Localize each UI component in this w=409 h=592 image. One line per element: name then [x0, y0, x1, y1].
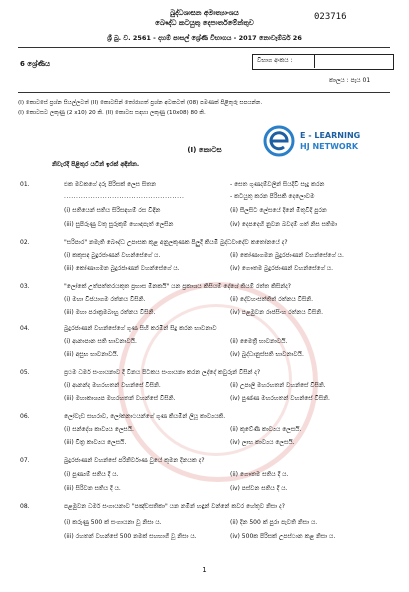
serial-number: 023716: [314, 12, 347, 22]
instruction-1: (I) කොටසේ ප්‍රශ්න සියල්ලටත් (II) කොටසින් තෝරාගත් ප්‍රශ්න අටකටත් (08) පමණක් පිළිතුරු සපයන්න.: [18, 100, 263, 106]
option[interactable]: (iv) බුද්ධානුස්සති භාවනාවයි.: [230, 351, 304, 358]
question-text: "සරිපාර" නමැති බෞද්ධ උපාසක කුළ අනුලකුණක පිලුදී කියමි බුද්ධවාදේව කතෝනයේ ද?: [64, 239, 288, 246]
question-text: පළමුවන ධර්ම සංගායනාව "පඤ්චසතිකා" යන නමින් හඳුන් වන්නේ කවර හේතුව නිසා ද?: [64, 503, 285, 510]
question-text: බුදුරජාණන් වහන්සේගේ ගුණ සිහි කරමින් සිදු කරන භාවනාව: [64, 325, 217, 332]
option[interactable]: (iii) මහාකාශ්‍යප මහරහතන් වහන්සේ විසිනි.: [64, 395, 176, 402]
index-number-label: විභාග අංකය :: [257, 57, 293, 64]
question-number: 08.: [20, 503, 30, 510]
instruction-2: (I) කොටසට ලකුණු (2 x10) 20 කි. (II) කොටස සඳහා ලකුණු (10x08) 80 කි.: [18, 110, 206, 116]
divider: [18, 92, 390, 93]
ministry-title: බුද්ධශාසන අමාත්‍යාංශය: [170, 9, 239, 17]
option[interactable]: (iii) රහතන් වහන්සේ 500 නමක් සහභාගී වූ නිසා ය.: [64, 533, 197, 540]
page-number: 1: [202, 566, 207, 574]
question-number: 01.: [20, 181, 30, 188]
question-text: - කටයුතු කරන පිරිසකි දෙලොවම: [230, 193, 315, 200]
option[interactable]: (ii) ගෞතම සතිය දී ය.: [230, 471, 289, 478]
option[interactable]: (i) පුණ්‍යම් සතිය දී ය.: [64, 471, 119, 478]
question-text: ප්‍රථම ධර්ම සංගායනාව දී විනය පිටකය සංගායනා කරන ලද්දේ කවුරුන් විසින් ද?: [64, 369, 261, 376]
option[interactable]: (iv) 500ක පිරිසක් උපස්ථාන කළ නිසා ය.: [230, 533, 336, 540]
grade-label: 6 ශ්‍රේණිය: [20, 60, 50, 68]
blank-line: ..................................................: [64, 193, 185, 200]
question-number: 07.: [20, 457, 30, 464]
logo-icon: [262, 124, 296, 158]
question-text: ලෝවැඩ සඟරාව, ලෝකනාථයන්ගේ ගුණ කියමින් ලියූ කාව්‍යයකි.: [64, 413, 226, 420]
question-number: 03.: [20, 283, 30, 290]
option[interactable]: (iii) මහා පරාක්‍රමබාහු රත්නය විසිනි.: [64, 309, 156, 316]
option[interactable]: (i) සතියෙන් සතිය සිරිසඳහම් රස විඳින: [64, 207, 161, 214]
option[interactable]: (i) සන්දේශ කාව්‍යය ලෙසයි.: [64, 426, 134, 433]
option[interactable]: (i) කරුණු 500 ක් සංගායනා වූ නිසා ය.: [64, 519, 162, 526]
option[interactable]: (ii) උපාලි මහරහතන් වහන්සේ විසිනි.: [230, 382, 326, 389]
option[interactable]: (iii) කෝණාගමන බුදුරජාණන් වහන්සේගේ ය.: [64, 265, 180, 272]
logo-text-1: E - LEARNING: [300, 131, 361, 140]
divider: [18, 47, 390, 48]
option[interactable]: (ii) මෛත්‍රී භාවනාවයි.: [230, 338, 288, 345]
option[interactable]: (iv) පස්වන සතිය දී ය.: [230, 485, 288, 492]
index-number-field[interactable]: [314, 54, 393, 68]
section-title: (I) කොටස: [187, 146, 222, 154]
option[interactable]: (ii) කුවේණි කාව්‍යය ලෙසයි.: [230, 426, 302, 433]
logo-text-2: HJ NETWORK: [300, 142, 359, 151]
option[interactable]: (iv) දෙපදෙහි නුවන බවදම් ගත් නිස සතිමා: [230, 221, 338, 228]
e-learning-logo: [262, 124, 382, 158]
question-number: 02.: [20, 239, 30, 246]
option[interactable]: (ii) දේවහංසත්තිත් රත්නය විසිනි.: [230, 296, 314, 303]
question-number: 05.: [20, 369, 30, 376]
time-label: කාලය : පැය 01: [329, 77, 371, 84]
question-number: 04.: [20, 325, 30, 332]
question-number: 06.: [20, 413, 30, 420]
exam-title: ශ්‍රී බු. ව. 2561 - දහම් පාසල් ශ්‍රේණි විභාගය - 2017 නොවැම්බර් 26: [107, 34, 302, 42]
department-title: බෞද්ධ කටයුතු දෙපාර්තමේන්තුව: [155, 19, 254, 27]
option[interactable]: (iv) පුණ්‍ණ මහරහතන් වහන්සේ විසිනි.: [230, 395, 330, 402]
option[interactable]: (iii) චිත්‍ර කාව්‍යය ලෙසයි.: [64, 439, 127, 446]
option[interactable]: (iv) ලාභ කාව්‍යය ලෙසයි.: [230, 439, 295, 446]
option[interactable]: (iv) ගෞතම බුදුරජාණන් වහන්සේගේ ය.: [230, 265, 333, 272]
option[interactable]: (i) ආනාපාන සති භාවනාවයි.: [64, 338, 137, 345]
option[interactable]: (ii) කෝණාගමන බුදුරජාණන් වහන්සේගේ ය.: [230, 252, 344, 259]
option[interactable]: (i) මහා විජයාගම රත්නය විසිනි.: [64, 296, 146, 303]
option[interactable]: (ii) දින 500 ක් පුරා පැවති නිසා ය.: [230, 519, 318, 526]
option[interactable]: (i) ආනන්ද මහරහතන් වහන්සේ විසිනි.: [64, 382, 161, 389]
section-instruction: නිවැරදි පිළිතුර යටින් ඉරක් අඳින්න.: [52, 161, 140, 168]
option[interactable]: (iii) සිරිවන සතිය දී ය.: [64, 485, 121, 492]
option[interactable]: (ii) සීලසිට ලේසයේ දිනේ මිතුවිදි පුරන: [230, 207, 327, 214]
option[interactable]: (iv) පළමුවන රාජසිංහ රත්නය විසිනි.: [230, 309, 323, 316]
option[interactable]: (iii) අසුභ භාවනාවයි.: [64, 351, 119, 358]
question-text: "ලෝකේ උත්පත්තරයකුත ප්‍රභාස මිනකයි" යන ප්‍රකාශය කිසියම් දේශේ කියම් රත්ත කිසින්ද?: [64, 283, 291, 290]
question-text: බුදුරජාණන් වහන්සේ පරිනිර්වාණ වුයේ කුමන දිනයක ද?: [64, 457, 205, 464]
question-text: එක මවකගේ දරු පිරිසක් ලෙස සිතන: [64, 181, 156, 188]
question-text: - සෙත ගුණදම්වලින් සියදිවි සැදු කරන: [230, 181, 325, 188]
option[interactable]: (iii) සුපිරුණු වතු සුරුකුම් හොඳපැත් ලෙසින: [64, 221, 174, 228]
option[interactable]: (i) කකුසඳ බුදුරජාණන් වහන්සේගේ ය.: [64, 252, 161, 259]
